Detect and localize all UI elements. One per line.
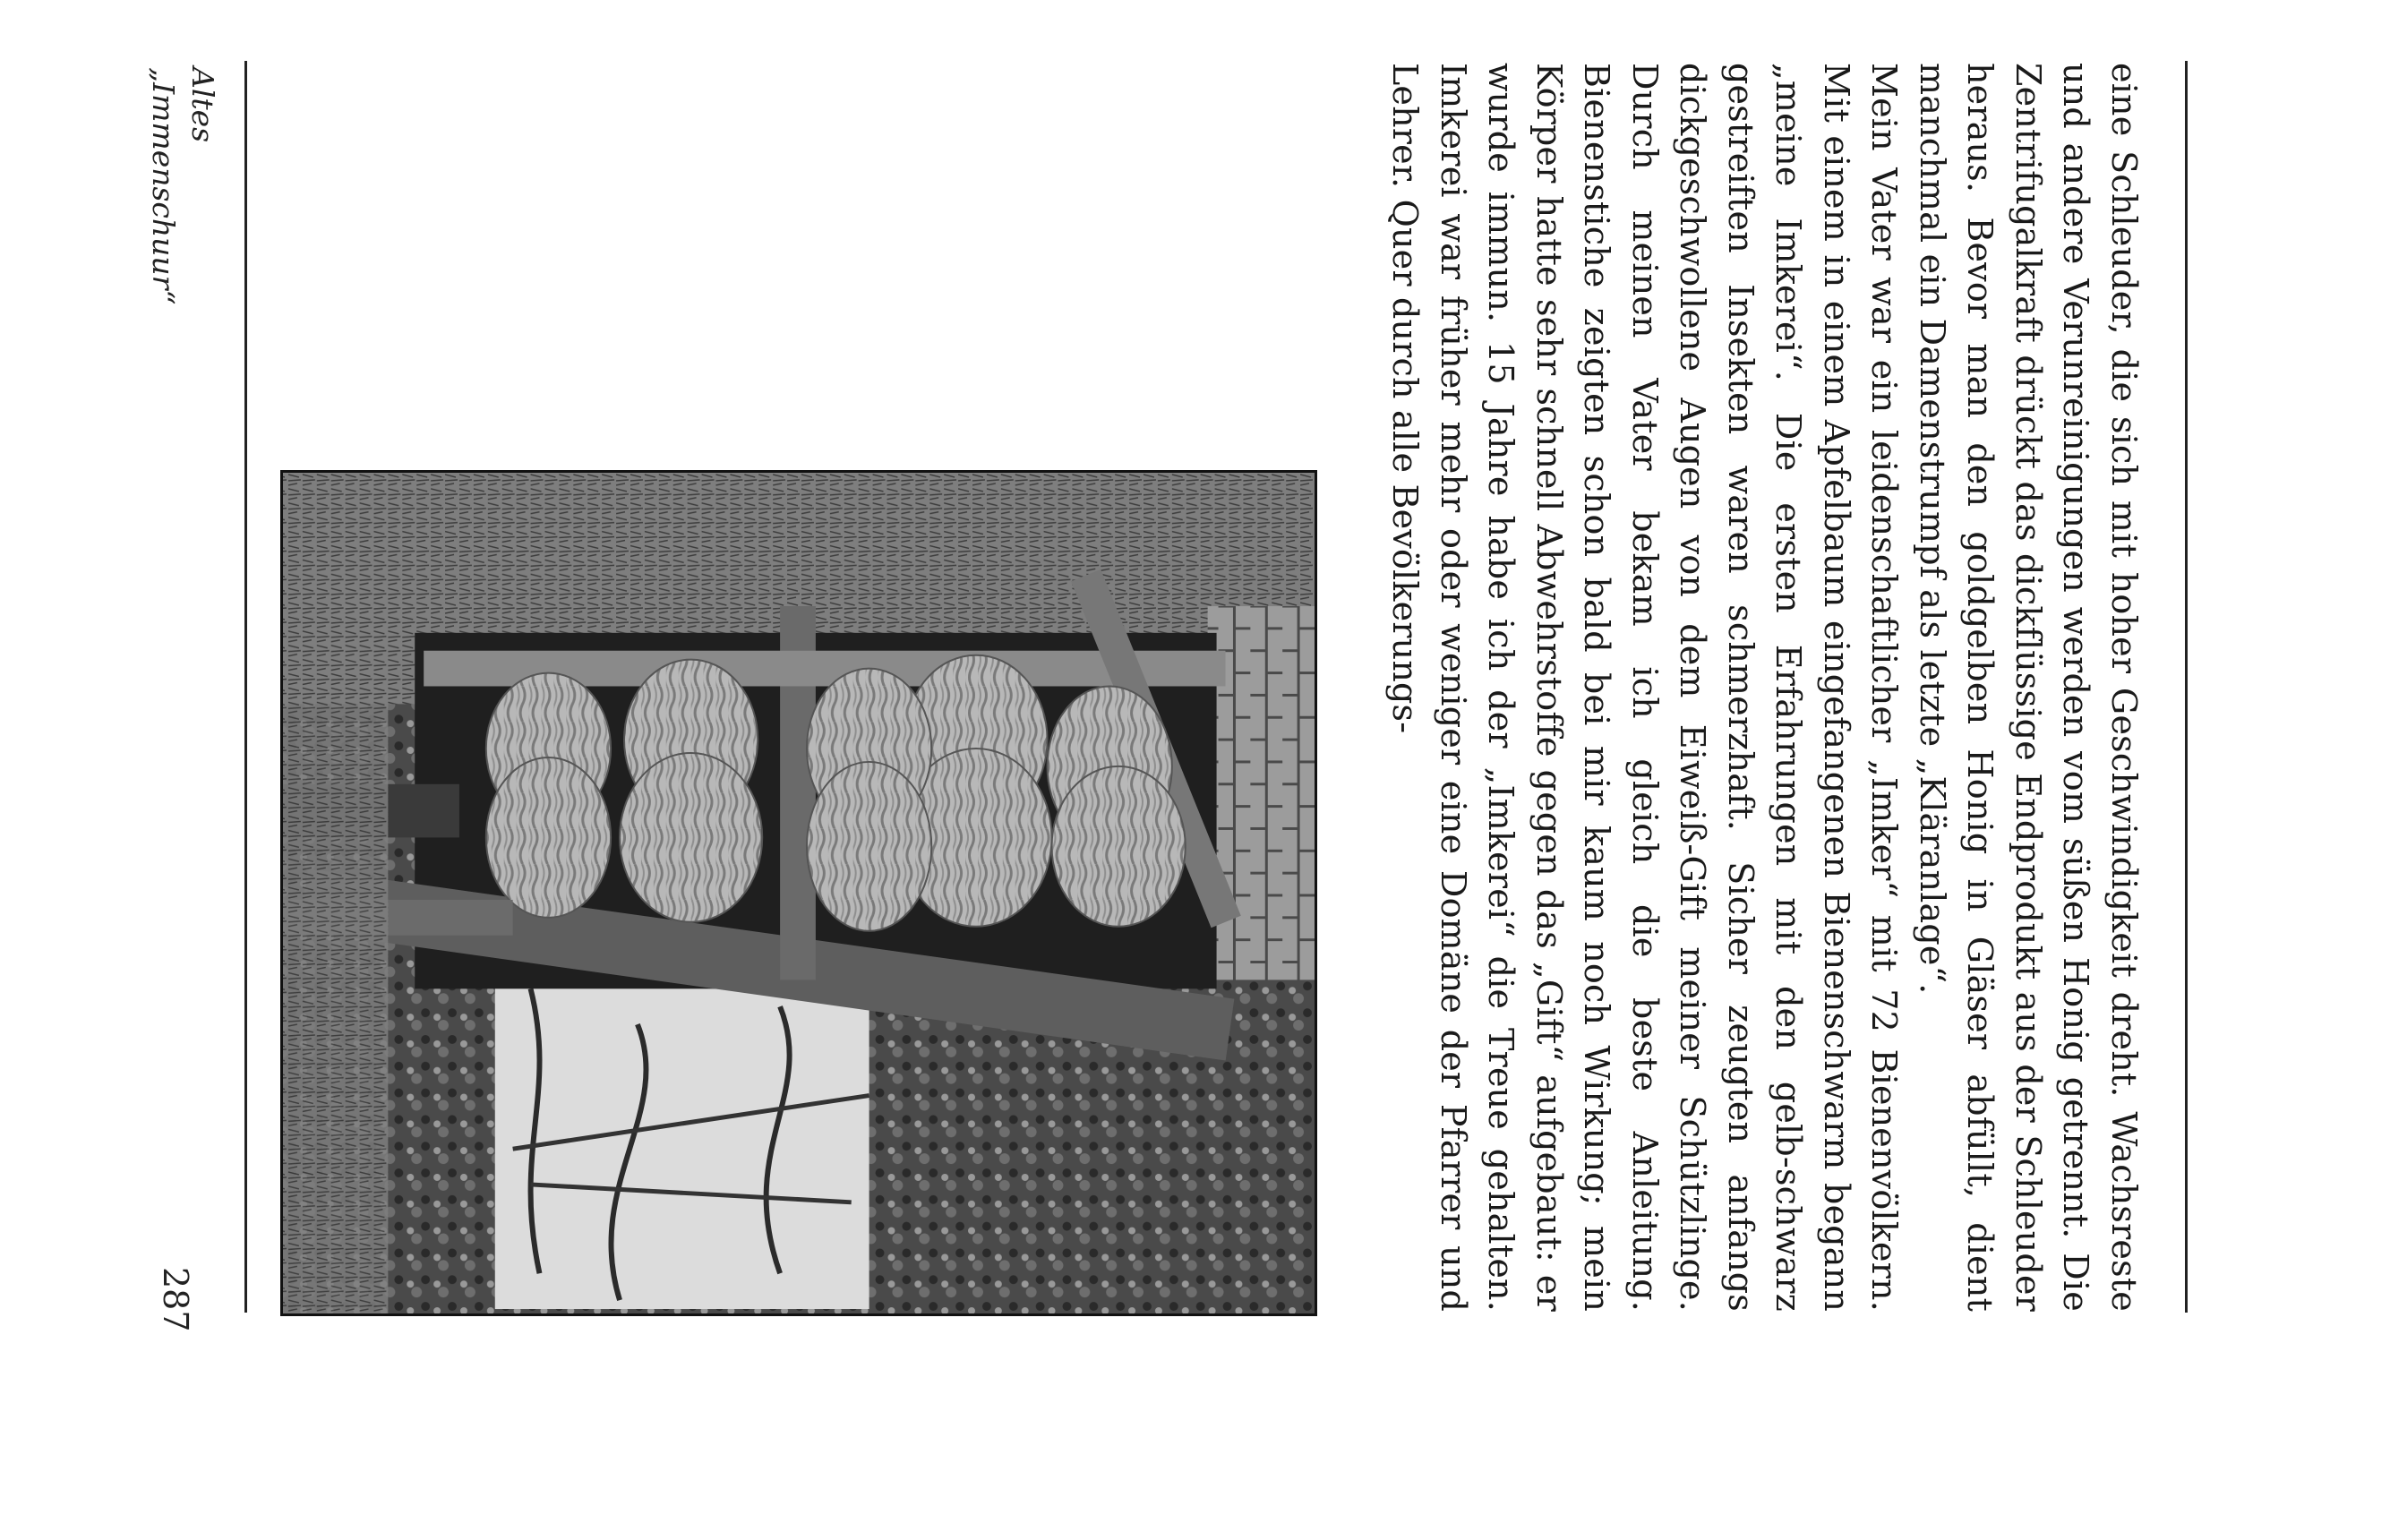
- top-rule: [2185, 61, 2188, 1313]
- bottom-rule: [244, 61, 247, 1313]
- beehive-shed-photo: [280, 470, 1317, 1316]
- beehive-photo-image: [283, 473, 1315, 1313]
- skeps: [486, 655, 1186, 931]
- paragraph-beekeeper: Mein Vater war ein leidenschaftlicher „Imker“ mit 72 Bienenvölkern. Mit einem in einem Apfelbaum eingefangenen Bienenschwarm begann „meine Imkerei“. Die ersten Erfahrungen mit den gelb-schwarz gestreiften Insekten waren schmerzhaft. Sicher zeugten anfangs dickgeschwollene Augen von dem Eiweiß-Gift meiner Schützlinge. Durch meinen Vater bekam ich gleich die beste Anleitung. Bienenstiche zeigten schon bald bei mir kaum noch Wirkung; mein Körper hatte sehr schnell Abwehrstoffe gegen das „Gift“ aufgebaut: er wurde immun. 15 Jahre habe ich der „Imkerei“ die Treue gehalten. Imkerei war früher mehr oder weniger eine Domäne der Pfarrer und Lehrer. Quer durch alle Bevölkerungs-: [1385, 63, 1905, 1312]
- caption-line-2: „Immenschuur“: [146, 67, 181, 305]
- paragraph-centrifuge: eine Schleuder, die sich mit hoher Geschwindigkeit dreht. Wachsreste und andere Verunreinigungen werden vom süßen Honig getrennt. Die Zentrifugalkraft drückt das dickflüssige Endprodukt aus der Schleuder heraus. Bevor man den goldgelben Honig in Gläser abfüllt, dient manchmal ein Damenstrumpf als letzte „Kläranlage“.: [1913, 63, 2144, 1312]
- photo-caption: [143, 67, 222, 443]
- page-number: 287: [156, 1267, 195, 1332]
- body-text: [1381, 63, 2147, 1312]
- caption-line-1: Altes: [185, 67, 220, 143]
